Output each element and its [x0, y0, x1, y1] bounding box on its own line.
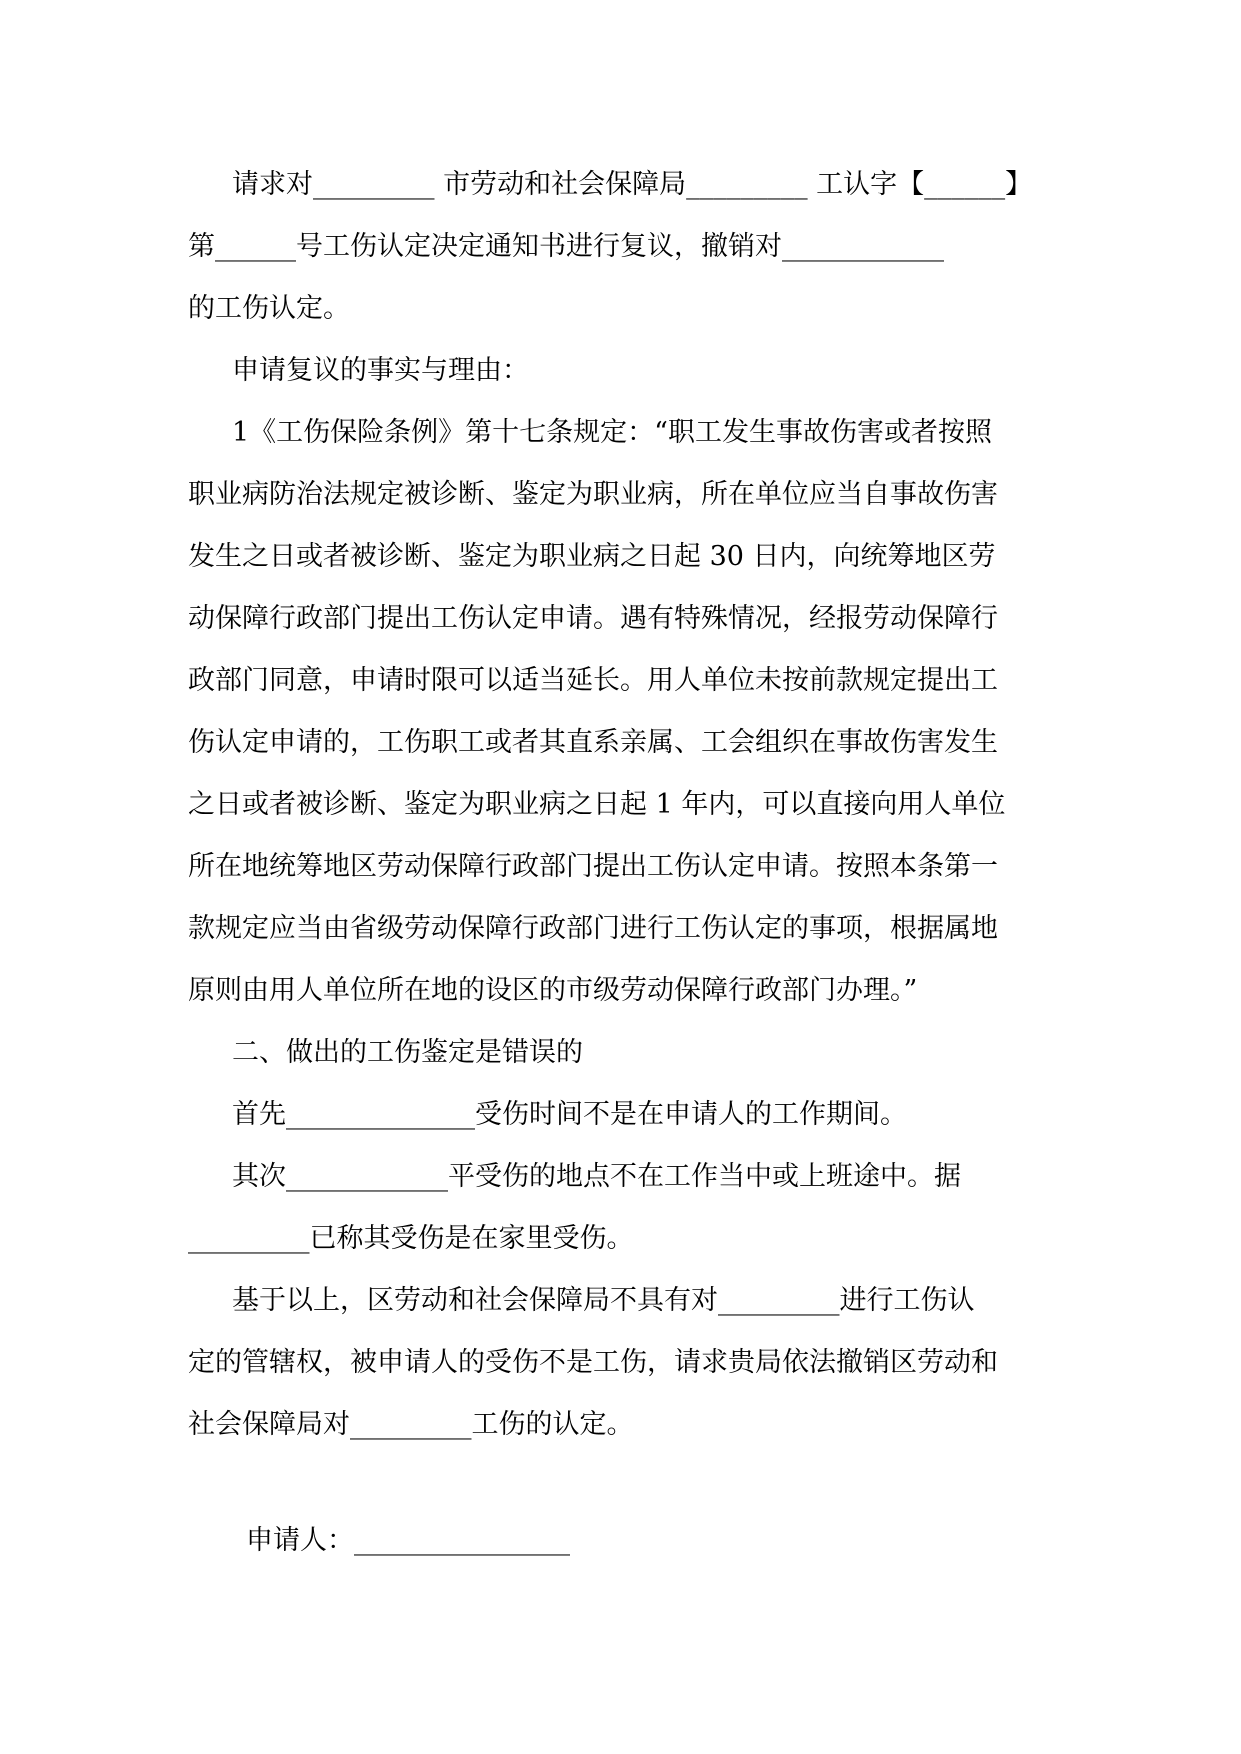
point1-line: 政部门同意，申请时限可以适当延长。用人单位未按前款规定提出工 — [188, 665, 998, 696]
point2-first: 首先______________受伤时间不是在申请人的工作期间。 — [232, 1099, 907, 1130]
request-line-3: 的工伤认定。 — [188, 293, 350, 324]
point1-line: 发生之日或者被诊断、鉴定为职业病之日起 30 日内，向统筹地区劳 — [188, 541, 996, 572]
point1-line: 原则由用人单位所在地的设区的市级劳动保障行政部门办理。” — [188, 975, 918, 1006]
point1-line: 款规定应当由省级劳动保障行政部门进行工伤认定的事项，根据属地 — [188, 913, 998, 944]
point2-second-line-1: 其次____________平受伤的地点不在工作当中或上班途中。据 — [232, 1161, 961, 1192]
request-line-2: 第______号工伤认定决定通知书进行复议，撤销对____________ — [188, 231, 944, 262]
point1-line: 所在地统筹地区劳动保障行政部门提出工伤认定申请。按照本条第一 — [188, 851, 998, 882]
point1-line: 动保障行政部门提出工伤认定申请。遇有特殊情况，经报劳动保障行 — [188, 603, 998, 634]
point2-second-line-2: _________已称其受伤是在家里受伤。 — [188, 1223, 634, 1254]
conclusion-line: 基于以上，区劳动和社会保障局不具有对_________进行工伤认 — [232, 1285, 975, 1316]
conclusion-line: 社会保障局对_________工伤的认定。 — [188, 1409, 634, 1440]
document-body — [188, 154, 1068, 1456]
reason-heading: 申请复议的事实与理由： — [232, 355, 529, 386]
point1-line: 之日或者被诊断、鉴定为职业病之日起 1 年内，可以直接向用人单位 — [188, 789, 1006, 820]
point1-line: 1《工伤保险条例》第十七条规定：“职工发生事故伤害或者按照 — [232, 417, 992, 448]
point2-heading: 二、做出的工伤鉴定是错误的 — [232, 1037, 583, 1068]
applicant-signature: 申请人：________________ — [246, 1525, 570, 1556]
point1-line: 职业病防治法规定被诊断、鉴定为职业病，所在单位应当自事故伤害 — [188, 479, 998, 510]
point1-line: 伤认定申请的，工伤职工或者其直系亲属、工会组织在事故伤害发生 — [188, 727, 998, 758]
request-line-1: 请求对_________ 市劳动和社会保障局_________ 工认字【______】 — [232, 169, 1033, 200]
conclusion-line: 定的管辖权，被申请人的受伤不是工伤，请求贵局依法撤销区劳动和 — [188, 1347, 998, 1378]
